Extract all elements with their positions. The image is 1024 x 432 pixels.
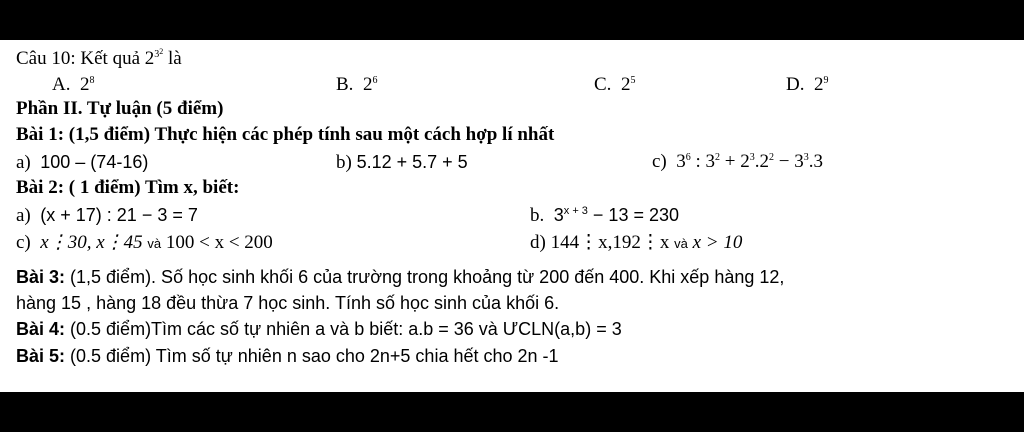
bai2-c-label: c) [16,232,31,253]
part2-title: Phần II. Tự luận (5 điểm) [16,98,224,119]
bai2-b-exp: x + 3 [563,205,588,217]
bai2-d-va: và [674,236,688,251]
bai1-b-expr: 5.12 + 5.7 + 5 [356,152,468,172]
bai4-text: (0.5 điểm)Tìm các số tự nhiên a và b biết: a.b = 36 và ƯCLN(a,b) = 3 [65,319,622,339]
bai4 [16,318,622,340]
bai1-a-label: a) [16,152,31,173]
bai1-c [652,151,823,173]
bai2-d-expr: 144⋮x,192⋮x [550,232,670,253]
q10-option-d [786,74,828,96]
option-c-base: 2 [620,74,631,95]
bai2-b-base: 3 [553,205,564,225]
option-d-exp: 9 [823,75,829,86]
bai3-text-1: (1,5 điểm). Số học sinh khối 6 của trường trong khoảng từ 200 đến 400. Khi xếp hàng 12, [65,267,785,287]
q10-exp-exp: 2 [159,47,164,56]
option-d-label: D. [786,74,805,95]
bai2-a-label: a) [16,205,31,226]
bai1-c-expr: $3^6$ : $3^2 + 2^3.2^2 - 3^3.3$ [676,151,823,172]
bai2-a-expr: (x + 17) : 21 − 3 = 7 [40,205,198,225]
option-b-base: 2 [362,74,373,95]
bai4-label: Bài 4: [16,319,66,339]
option-a-label: A. [52,74,71,95]
option-b-exp: 6 [372,75,378,86]
q10-suffix: là [163,48,182,69]
option-a-base: 2 [79,74,90,95]
question-10 [16,48,182,70]
bai2-c-cond: 100 < x < 200 [165,232,273,253]
bai1-c-label: c) [652,151,667,172]
bai1-b [336,151,468,174]
bai2-d-cond: x > 10 [692,232,743,253]
bai2-b-label: b. [530,205,545,226]
bai3-label: Bài 3: [16,267,66,287]
bai2-b [530,204,679,227]
option-a-exp: 8 [89,75,95,86]
q10-option-b [336,74,377,96]
bai2-c-expr: x⋮30, x⋮45 [40,232,143,253]
bai2-title: Bài 2: ( 1 điểm) Tìm x, biết: [16,177,240,198]
q10-prefix: Câu 10: Kết quả [16,48,145,69]
option-c-label: C. [594,74,612,95]
bai2-a [16,204,198,227]
bai5-text: (0.5 điểm) Tìm số tự nhiên n sao cho 2n+5 chia hết cho 2n -1 [65,346,559,366]
bai1-a-expr: 100 – (74-16) [40,152,149,172]
bai1-b-label: b) [336,152,352,173]
bai2-c [16,232,273,255]
worksheet-page [0,40,1024,392]
bai5 [16,345,559,367]
q10-exp-base: 3 [154,49,160,60]
bai1-title: Bài 1: (1,5 điểm) Thực hiện các phép tính sau một cách hợp lí nhất [16,124,555,145]
q10-base: 2 [144,48,155,69]
option-b-label: B. [336,74,354,95]
bai1-a [16,151,148,174]
option-c-exp: 5 [630,75,636,86]
bai2-d-label: d) [530,232,546,253]
q10-option-c [594,74,635,96]
bai3-line2: hàng 15 , hàng 18 đều thừa 7 học sinh. Tính số học sinh của khối 6. [16,293,560,313]
bai5-label: Bài 5: [16,346,66,366]
bai2-d [530,232,742,255]
q10-option-a [52,74,94,96]
bai2-b-rest: − 13 = 230 [587,205,680,225]
option-d-base: 2 [813,74,824,95]
bai3-line1 [16,266,784,288]
bai2-c-va: và [147,236,162,251]
